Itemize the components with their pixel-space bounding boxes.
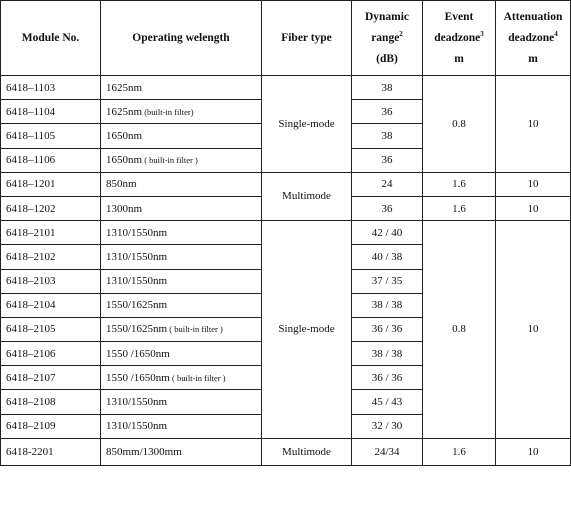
module-no-cell: 6418–1105 [1, 124, 101, 148]
attenuation-deadzone-cell: 10 [496, 76, 571, 173]
module-no-cell: 6418–1104 [1, 100, 101, 124]
module-no-cell: 6418–1103 [1, 76, 101, 100]
fiber-type-cell: Multimode [262, 172, 352, 220]
wavelength-cell: 850nm [101, 172, 262, 196]
module-no-cell: 6418–2105 [1, 317, 101, 341]
fiber-type-cell: Single-mode [262, 221, 352, 439]
wavelength-cell: 1300nm [101, 196, 262, 220]
event-deadzone-cell: 0.8 [423, 76, 496, 173]
module-no-cell: 6418–2101 [1, 221, 101, 245]
attenuation-deadzone-cell: 10 [496, 221, 571, 439]
table-row [1, 221, 571, 245]
dynamic-range-cell: 36 [352, 100, 423, 124]
dynamic-range-cell: 32 / 30 [352, 414, 423, 438]
fiber-type-cell: Multimode [262, 438, 352, 465]
wavelength-cell: 1625nm [101, 76, 262, 100]
header-module-no: Module No. [1, 1, 101, 76]
wavelength-cell: 1550 /1650nm [101, 342, 262, 366]
dynamic-range-cell: 38 / 38 [352, 342, 423, 366]
wavelength-cell: 1310/1550nm [101, 269, 262, 293]
module-no-cell: 6418–2102 [1, 245, 101, 269]
module-no-cell: 6418–2104 [1, 293, 101, 317]
event-deadzone-cell: 1.6 [423, 438, 496, 465]
wavelength-cell: 1310/1550nm [101, 390, 262, 414]
wavelength-cell: 1550/1625nm ( built-in filter ) [101, 317, 262, 341]
wavelength-cell: 1550 /1650nm ( built-in filter ) [101, 366, 262, 390]
header-dynamic-range: Dynamic range$^2$ (dB) [352, 1, 423, 76]
dynamic-range-cell: 38 [352, 76, 423, 100]
module-no-cell: 6418–1106 [1, 148, 101, 172]
dynamic-range-cell: 42 / 40 [352, 221, 423, 245]
dynamic-range-cell: 38 [352, 124, 423, 148]
wavelength-cell: 1310/1550nm [101, 221, 262, 245]
module-no-cell: 6418–2109 [1, 414, 101, 438]
event-deadzone-cell: 1.6 [423, 196, 496, 220]
dynamic-range-cell: 36 [352, 148, 423, 172]
table-row [1, 438, 571, 465]
dynamic-range-cell: 36 / 36 [352, 317, 423, 341]
header-attenuation-deadzone: Attenuation deadzone$^4$ m [496, 1, 571, 76]
dynamic-range-cell: 40 / 38 [352, 245, 423, 269]
dynamic-range-cell: 38 / 38 [352, 293, 423, 317]
wavelength-cell: 1650nm [101, 124, 262, 148]
header-row [1, 1, 571, 76]
event-deadzone-cell: 0.8 [423, 221, 496, 439]
dynamic-range-cell: 36 [352, 196, 423, 220]
dynamic-range-cell: 36 / 36 [352, 366, 423, 390]
wavelength-cell: 1650nm ( built-in filter ) [101, 148, 262, 172]
module-no-cell: 6418–1201 [1, 172, 101, 196]
header-fiber-type: Fiber type [262, 1, 352, 76]
header-event-deadzone: Event deadzone$^3$ m [423, 1, 496, 76]
wavelength-cell: 1550/1625nm [101, 293, 262, 317]
attenuation-deadzone-cell: 10 [496, 196, 571, 220]
module-no-cell: 6418–2108 [1, 390, 101, 414]
fiber-type-cell: Single-mode [262, 76, 352, 173]
module-no-cell: 6418–2107 [1, 366, 101, 390]
table-row [1, 76, 571, 100]
module-no-cell: 6418–1202 [1, 196, 101, 220]
dynamic-range-cell: 45 / 43 [352, 390, 423, 414]
wavelength-cell: 1625nm (built-in filter) [101, 100, 262, 124]
attenuation-deadzone-cell: 10 [496, 438, 571, 465]
dynamic-range-cell: 24/34 [352, 438, 423, 465]
wavelength-cell: 1310/1550nm [101, 414, 262, 438]
event-deadzone-cell: 1.6 [423, 172, 496, 196]
module-no-cell: 6418–2103 [1, 269, 101, 293]
dynamic-range-cell: 24 [352, 172, 423, 196]
module-no-cell: 6418–2106 [1, 342, 101, 366]
dynamic-range-cell: 37 / 35 [352, 269, 423, 293]
wavelength-cell: 850mm/1300mm [101, 438, 262, 465]
header-wavelength: Operating welength [101, 1, 262, 76]
module-no-cell: 6418-2201 [1, 438, 101, 465]
wavelength-cell: 1310/1550nm [101, 245, 262, 269]
table-row [1, 172, 571, 196]
attenuation-deadzone-cell: 10 [496, 172, 571, 196]
